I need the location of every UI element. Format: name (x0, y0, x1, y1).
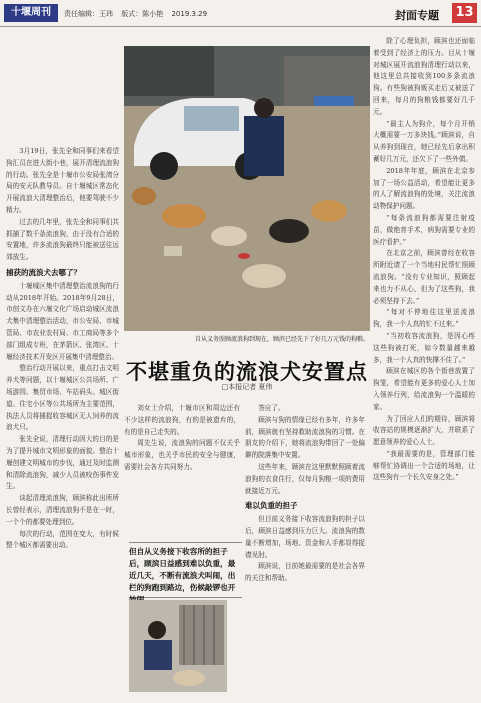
article-byline: □本报记者 夏伟 (221, 383, 273, 391)
paragraph: “当初收容流浪狗，是因心疼这些狗被打死，如今数量越来越多，我一个人真的快撑不住了。” (373, 331, 475, 364)
design-credit: 版式：陈小艳 (121, 10, 164, 18)
paragraph: “最主人为狗介，每个月开销大概需要一万多块钱。”顾滨说，自从养狗到现在，她已经先后拿出积蓄好几万元，还欠下了一些外债。 (373, 119, 475, 163)
paragraph: 这些年来，顾滨在这里默默照顾着流浪狗的衣食住行，仅每月狗粮一项的费用就接近万元。 (245, 462, 365, 495)
paragraph: 张先全说，清理行动因大的目的是为了提升城市文明形象的面貌。整治十堰创建文明城市的步伐，通过及时监测和清除流浪狗，减少人员被咬伤事件发生。 (6, 435, 119, 491)
page-number: 13 (452, 3, 477, 23)
paragraph: 谈起清理流浪狗，顾滨称此出所所长曾经表示，清理流浪狗不是在一时，一个个的都要处理到位。 (6, 494, 119, 526)
editor-name: 责任编辑：王玮 (64, 10, 113, 18)
photo-caption: 自从义务照顾流浪狗到现在，顾滨已经先下了好几万元钱的狗粮。 (195, 336, 370, 343)
paragraph: 十堰城区集中清理整治流浪狗的行动从2018年开始。2018年9月28日，市创文办在六堰文化广场启动城区流浪犬集中清理整治活动，市公安局、市城管局、市农业农村局、市工商局等多个部门组成专班，在茅箭区、张湾区、十堰经济技术开发区开展集中清理整治。 (6, 281, 119, 361)
section-heading: 捕获的流浪犬去哪了？ (6, 267, 81, 277)
publication-logo: 十堰周刊 (4, 4, 58, 22)
paragraph: 每次的行动，范围在变大，有时候整个城区都需要出动。 (6, 529, 119, 550)
paragraph: 除了心理负担，顾滨也还面临着受到了经济上的压力。目从十堰对城区展开流浪狗清理行动以来，他这里总共接收到100多条流浪狗。有些狗被狗贩买走后又被送了回来，每月的狗粮钱都要好几千元。 (373, 37, 475, 116)
secondary-photo (129, 600, 227, 692)
editor-credits (64, 9, 213, 19)
pull-quote: 但自从义务接下收容所的担子后，顾滨日益感到难以负重，最近几天，不断有流浪犬叫闹，出栏的狗跑到路边，伤候敲锣也开 (129, 542, 242, 598)
paragraph: 顾滨说，目前她最需要的是社会各界的关注和帮助。 (245, 562, 365, 583)
paragraph: 刘女士介绍，十堰市区和周边还有不少这样的流浪狗，有的是被遗弃的，有的是自己走失的。 (124, 404, 240, 436)
paragraph: 整治行动开展以来，重点打击文明养犬等问题，以十堰城区公共场所、广场游园、集贸市场、车站码头、城区街道、住宅小区等公共场所为主要范围，执法人员将捕捉收容城区无人饲养的流浪犬只。 (6, 364, 119, 432)
paragraph: 在北京之前，顾滨曾经在收容所附近请了一个当地村民帮忙照顾流浪狗。“没有专业知识，照顾起来也力不从心，但为了这些狗，我必须坚持下去。” (373, 249, 475, 305)
paragraph: 答应了。 (258, 404, 285, 412)
paragraph: 3月19日，张先全和同事们来看望狗汇员在进大街小巷，展开清理流浪狗的行动。张先全是十堰市公安局张湾分局的安天队教导员。自十堰城区常态化开展流浪大清理整治后，他要驾驶不少精力。 (6, 147, 119, 214)
photo-dogs-and-car-icon (124, 46, 370, 331)
paragraph: 周先生说，流浪狗的问题不仅关乎城市形象，也关乎市民的安全与健康，需要社会各方共同努力。 (124, 439, 240, 471)
text-column-1 (6, 146, 119, 698)
issue-date: 2019.3.29 (171, 10, 208, 18)
paragraph: 顾滨与狗的情缘已经有多年，许多年前，顾滨就有坚持救助流浪狗的习惯。在朋友的介绍下，她将流浪狗带回了一处偏僻的院落集中安置。 (245, 415, 365, 460)
paragraph: 但目前义务接下收容流浪狗的担子以后，顾滨日益感到压力巨大。流浪狗的数量不断增加，场地、资金和人手都显得捉襟见肘。 (245, 515, 365, 559)
section-heading: 难以负重的担子 (245, 501, 298, 511)
masthead (0, 0, 481, 27)
paragraph: 过去的几年里，张先全和同事们共抓捕了数千条流浪狗，由于没有合适的安置地，许多流浪狗最终只能被送往远郊放生。 (6, 217, 119, 262)
section-title: 封面专题 (395, 9, 439, 22)
paragraph: 顾滨在城区的各个街巷放置了狗笼，希望能有更多的爱心人士加入领养行列，给流浪狗一个温暖的家。 (373, 367, 475, 411)
paragraph: “每对不停地往这里送流浪狗，我一个人真的忙不过来。” (373, 308, 475, 329)
text-column-3 (245, 403, 365, 698)
paragraph: “我最需要的是，管理部门能够帮忙协调出一个合适的场地，让这些狗有一个长久安身之处。” (373, 449, 475, 482)
text-column-4 (373, 36, 475, 698)
photo-person-with-dog-icon (129, 600, 227, 692)
article-headline: 不堪重负的流浪犬安置点 (126, 359, 368, 384)
main-photo (124, 46, 370, 331)
paragraph: 为了回应人们的期待，顾滨将收容站的规模逐渐扩大，并联系了愿意领养的爱心人士。 (373, 414, 475, 447)
paragraph: “每条流浪狗都需要注射疫苗，做绝育手术，病狗需要专业的医疗看护。” (373, 213, 475, 246)
paragraph: 2018年年底，顾滨在北京参加了一场公益活动，希望能让更多的人了解流浪狗的处境，关注流浪动物保护问题。 (373, 166, 475, 211)
